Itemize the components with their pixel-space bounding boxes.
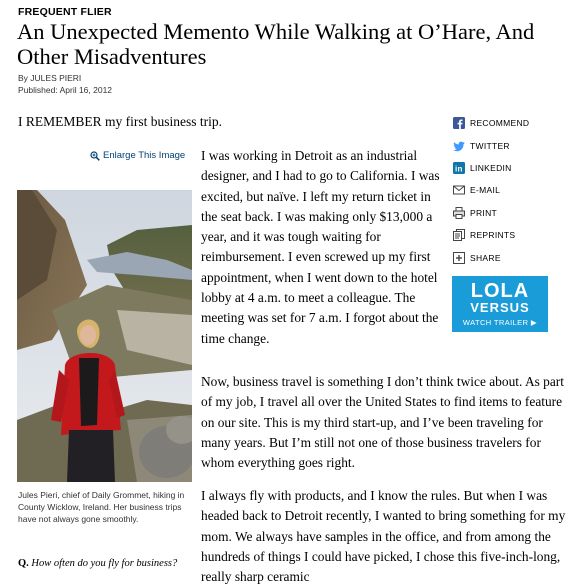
linkedin-icon [452,161,465,174]
qa-label: Q. [18,558,29,569]
photo-caption: Jules Pieri, chief of Daily Grommet, hiking in County Wicklow, Ireland. Her business trips have not always gone smoothly. [18,490,185,524]
email-icon [452,184,465,197]
watch-trailer-link[interactable]: WATCH TRAILER ▶ [462,318,538,327]
enlarge-label: Enlarge This Image [103,150,186,161]
article-tools [452,112,556,269]
author-byline: By JULES PIERI [18,73,82,83]
byline-block [18,72,112,96]
tool-linkedin[interactable] [452,157,556,179]
tool-twitter[interactable] [452,134,556,156]
reprints-icon [452,229,465,242]
svg-text:in: in [454,164,463,174]
magnifier-icon [90,151,100,161]
lola-versus-ad[interactable] [452,276,548,332]
section-kicker[interactable]: FREQUENT FLIER [18,6,112,18]
body-paragraph-2-block [201,372,571,473]
headline: An Unexpected Memento While Walking at O’Hare, And Other Misadventures [17,19,535,69]
tool-label-share: SHARE [470,252,501,263]
article-photo[interactable] [17,190,192,482]
qa-text: How often do you fly for business? [31,558,178,569]
tool-label-print: PRINT [470,207,497,218]
paragraph-1: I was working in Detroit as an industrial designer, and I had to go to California. I was excited, but naïve. I left my return ticket in the seat back. I was making only $13,000 a year, and it was tough waiting for reimbursement. I even screwed up my first appointment, when I went down to the hotel lobby at 4 a.m. to meet a colleague. The meeting was set for 7 a.m. I forgot about the time change. [201,148,440,346]
ad-title-line2: VERSUS [470,300,530,315]
twitter-icon [452,139,465,152]
body-column-narrow [201,146,444,349]
tool-label-twitter: TWITTER [470,140,510,151]
tool-label-recommend: RECOMMEND [470,118,530,129]
facebook-icon [452,117,465,130]
qa-question [18,558,193,570]
paragraph-2: Now, business travel is something I don’t think twice about. As part of my job, I travel all over the United States to find items to feature on our site. This is my third start-up, and I’ve been traveling for many years. But I’m still not one of those business travelers for whom everything goes right. [201,374,564,471]
tool-reprints[interactable] [452,224,556,246]
tool-recommend[interactable] [452,112,556,134]
tool-share[interactable] [452,246,556,268]
tool-label-reprints: REPRINTS [470,230,516,241]
paragraph-3: I always fly with products, and I know the rules. But when I was headed back to Detroit recently, I wanted to bring something for my mom. We always have samples in the office, and from among the hundreds of things I could have picked, I chose this five-inch-long, really sharp ceramic [201,488,566,585]
body-paragraph-3-block [201,486,571,587]
lead-sentence: I REMEMBER my first business trip. [18,114,223,129]
tool-label-email: E-MAIL [470,185,501,196]
share-icon [452,251,465,264]
enlarge-image-link[interactable] [90,150,185,161]
ad-title-line1: LOLA [470,280,530,302]
print-icon [452,206,465,219]
tool-label-linkedin: LINKEDIN [470,162,512,173]
tool-print[interactable] [452,202,556,224]
tool-email[interactable] [452,179,556,201]
published-date: Published: April 16, 2012 [18,85,113,95]
